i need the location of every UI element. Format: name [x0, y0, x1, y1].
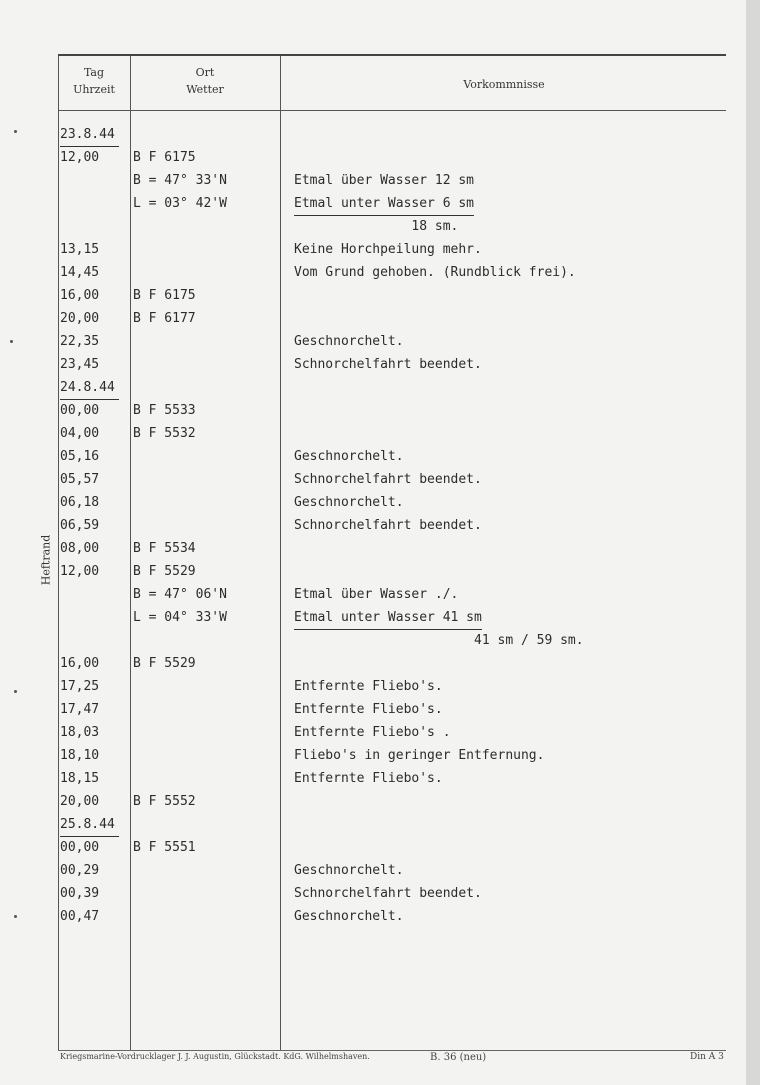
- log-position: L = 04° 33'W: [133, 610, 227, 625]
- log-row: [0, 261, 748, 284]
- scan-speck: [14, 130, 17, 133]
- log-row: [0, 606, 748, 629]
- footer-printer: Kriegsmarine-Vordrucklager J. J. Augustin, Glückstadt. KdG. Wilhelmshaven.: [60, 1052, 370, 1061]
- log-time: 18,03: [60, 725, 100, 740]
- log-time: 08,00: [60, 541, 100, 556]
- log-position: B F 5529: [133, 564, 196, 579]
- log-row: [0, 629, 748, 652]
- log-row: [0, 284, 748, 307]
- log-row: [0, 790, 748, 813]
- log-time: 17,47: [60, 702, 100, 717]
- log-position: B = 47° 33'N: [133, 173, 227, 188]
- log-position: B F 5552: [133, 794, 196, 809]
- log-time: 06,18: [60, 495, 100, 510]
- log-time: 05,16: [60, 449, 100, 464]
- log-row: [0, 238, 748, 261]
- footer-paper-size: Din A 3: [690, 1052, 724, 1062]
- log-event: Entfernte Fliebo's.: [294, 771, 443, 786]
- log-event: Schnorchelfahrt beendet.: [294, 472, 482, 487]
- log-event: Entfernte Fliebo's.: [294, 702, 443, 717]
- log-row: [0, 560, 748, 583]
- header-vorkommnisse: Vorkommnisse: [463, 78, 545, 91]
- log-event: Etmal über Wasser ./.: [294, 587, 459, 602]
- log-position: B F 6177: [133, 311, 196, 326]
- log-row: [0, 146, 748, 169]
- log-row: [0, 353, 748, 376]
- log-time: 17,25: [60, 679, 100, 694]
- log-row: [0, 698, 748, 721]
- log-time: 20,00: [60, 794, 100, 809]
- log-row: [0, 307, 748, 330]
- table-bottom-border: [58, 1050, 726, 1051]
- header-ort: Ort: [195, 66, 215, 79]
- log-row: [0, 169, 748, 192]
- log-event: Keine Horchpeilung mehr.: [294, 242, 482, 257]
- log-row: [0, 744, 748, 767]
- log-row: [0, 445, 748, 468]
- log-position: B F 5534: [133, 541, 196, 556]
- log-row: [0, 192, 748, 215]
- log-event: Geschnorchelt.: [294, 449, 404, 464]
- log-time: 22,35: [60, 334, 100, 349]
- log-time: 04,00: [60, 426, 100, 441]
- log-event: Etmal unter Wasser 6 sm: [294, 192, 474, 216]
- log-row: [0, 330, 748, 353]
- log-event: Schnorchelfahrt beendet.: [294, 886, 482, 901]
- log-event: Entfernte Fliebo's.: [294, 679, 443, 694]
- table-top-border: [58, 54, 726, 56]
- log-time: 13,15: [60, 242, 100, 257]
- log-position: B F 5529: [133, 656, 196, 671]
- log-time: 06,59: [60, 518, 100, 533]
- log-time: 00,47: [60, 909, 100, 924]
- scan-speck: [10, 340, 13, 343]
- log-row: [0, 422, 748, 445]
- log-time: 18,15: [60, 771, 100, 786]
- log-row: [0, 514, 748, 537]
- log-row: [0, 767, 748, 790]
- log-time: 12,00: [60, 564, 100, 579]
- log-date: 24.8.44: [60, 376, 119, 400]
- log-event: Etmal unter Wasser 41 sm: [294, 606, 482, 630]
- log-row: [0, 836, 748, 859]
- log-time: 00,29: [60, 863, 100, 878]
- log-row: [0, 583, 748, 606]
- log-event: Etmal über Wasser 12 sm: [294, 173, 475, 188]
- header-uhrzeit: Uhrzeit: [73, 83, 115, 96]
- date-row: [0, 123, 748, 146]
- log-row: [0, 905, 748, 928]
- date-row: [0, 376, 748, 399]
- footer-form-number: B. 36 (neu): [430, 1052, 487, 1063]
- header-ort-wetter: [132, 64, 278, 98]
- log-row: [0, 215, 748, 238]
- log-event: Geschnorchelt.: [294, 334, 404, 349]
- page-edge: [746, 0, 760, 1085]
- log-position: B = 47° 06'N: [133, 587, 227, 602]
- log-row: [0, 537, 748, 560]
- log-position: B F 5551: [133, 840, 196, 855]
- log-row: [0, 652, 748, 675]
- date-row: [0, 813, 748, 836]
- log-time: 12,00: [60, 150, 100, 165]
- log-time: 05,57: [60, 472, 100, 487]
- log-position: B F 5532: [133, 426, 196, 441]
- log-time: 14,45: [60, 265, 100, 280]
- log-event: 18 sm.: [294, 219, 459, 234]
- log-row: [0, 491, 748, 514]
- log-position: B F 5533: [133, 403, 196, 418]
- log-time: 00,00: [60, 840, 100, 855]
- log-time: 00,39: [60, 886, 100, 901]
- log-row: [0, 468, 748, 491]
- log-time: 18,10: [60, 748, 100, 763]
- scan-speck: [14, 690, 17, 693]
- log-time: 20,00: [60, 311, 100, 326]
- log-row: [0, 675, 748, 698]
- log-event: 41 sm / 59 sm.: [294, 633, 584, 648]
- log-position: L = 03° 42'W: [133, 196, 227, 211]
- log-time: 00,00: [60, 403, 100, 418]
- log-event: Schnorchelfahrt beendet.: [294, 518, 482, 533]
- log-event: Geschnorchelt.: [294, 863, 404, 878]
- log-event: Vom Grund gehoben. (Rundblick frei).: [294, 265, 576, 280]
- header-tag: Tag: [83, 66, 105, 79]
- log-event: Geschnorchelt.: [294, 495, 404, 510]
- log-date: 23.8.44: [60, 123, 119, 147]
- table-header-border: [58, 110, 726, 111]
- log-time: 16,00: [60, 656, 100, 671]
- log-position: B F 6175: [133, 288, 196, 303]
- log-row: [0, 721, 748, 744]
- heftrand-label: Heftrand: [39, 534, 53, 586]
- log-time: 23,45: [60, 357, 100, 372]
- log-time: 16,00: [60, 288, 100, 303]
- header-tag-uhrzeit: [60, 64, 128, 98]
- log-row: [0, 859, 748, 882]
- header-wetter: Wetter: [186, 83, 224, 96]
- log-position: B F 6175: [133, 150, 196, 165]
- log-event: Schnorchelfahrt beendet.: [294, 357, 482, 372]
- log-event: Entfernte Fliebo's .: [294, 725, 451, 740]
- log-row: [0, 882, 748, 905]
- log-event: Geschnorchelt.: [294, 909, 404, 924]
- scan-speck: [14, 915, 17, 918]
- log-date: 25.8.44: [60, 813, 119, 837]
- log-event: Fliebo's in geringer Entfernung.: [294, 748, 545, 763]
- log-row: [0, 399, 748, 422]
